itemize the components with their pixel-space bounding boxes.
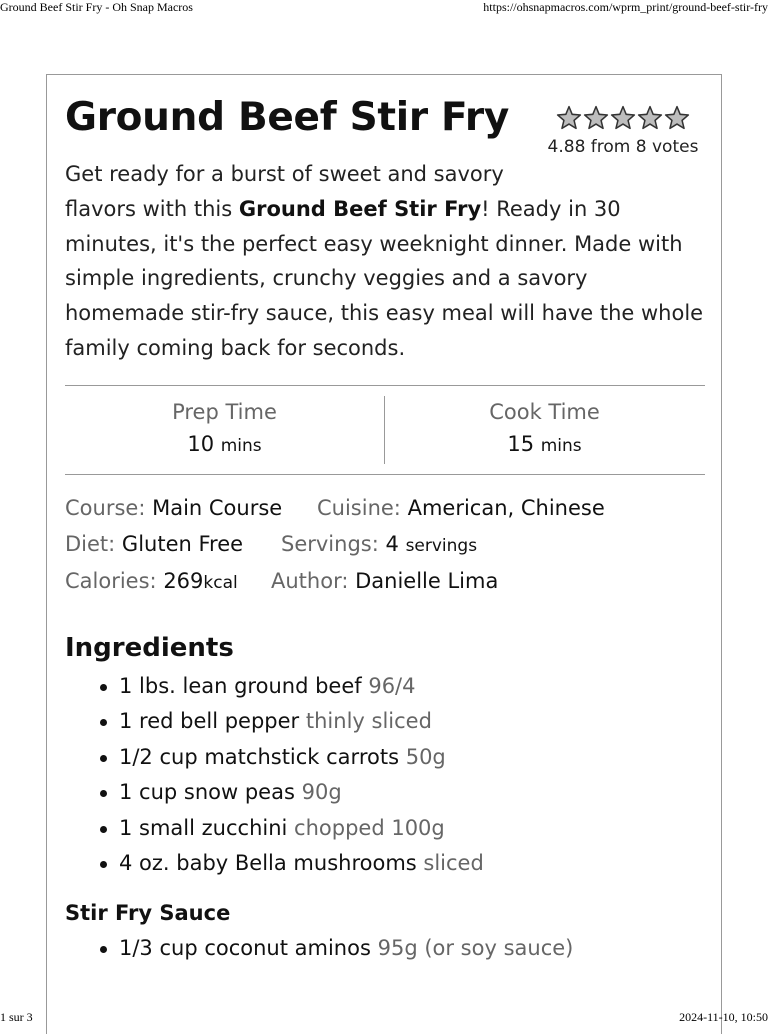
- star-icon[interactable]: [664, 105, 690, 131]
- prep-time-unit: mins: [220, 436, 262, 456]
- diet-label: Diet:: [65, 531, 116, 556]
- ingredients-heading: Ingredients: [65, 633, 234, 663]
- ingredient-note: 90g: [301, 780, 342, 805]
- calories-unit: kcal: [203, 573, 238, 593]
- prep-time-number: 10: [187, 432, 215, 456]
- calories-value: 269: [163, 569, 204, 593]
- prep-time: [65, 386, 384, 474]
- star-icon[interactable]: [610, 105, 636, 131]
- servings-value: 4: [385, 531, 399, 556]
- ingredient-text: 1 red bell pepper: [119, 709, 300, 734]
- ingredient-text: 1 small zucchini: [119, 815, 288, 840]
- ingredient-item: [65, 704, 705, 739]
- prep-time-label: Prep Time: [172, 400, 277, 424]
- calories-label: Calories:: [65, 569, 157, 593]
- star-icon[interactable]: [556, 105, 582, 131]
- meta-row-2: [65, 527, 705, 565]
- recipe-rating: [543, 105, 703, 157]
- recipe-meta: [65, 491, 705, 602]
- sauce-ingredients-list: [65, 931, 705, 966]
- prep-time-value: [65, 432, 384, 456]
- print-footer: [0, 1010, 768, 1024]
- ingredient-item: [65, 740, 705, 775]
- ingredient-text: 1/2 cup matchstick carrots: [119, 744, 400, 769]
- ingredient-item: [65, 775, 705, 810]
- print-timestamp: 2024-11-10, 10:50: [679, 1010, 768, 1024]
- cuisine-value: American, Chinese: [407, 496, 605, 520]
- print-header: [0, 0, 768, 16]
- meta-author: [271, 564, 498, 600]
- ingredient-item: [65, 846, 705, 881]
- rating-stars[interactable]: [543, 105, 703, 131]
- ingredient-text: 1 lbs. lean ground beef: [119, 674, 362, 698]
- diet-value: Gluten Free: [121, 531, 244, 556]
- ingredient-text: 4 oz. baby Bella mushrooms: [119, 851, 417, 876]
- ingredient-text: 1/3 cup coconut aminos: [119, 936, 371, 960]
- cook-time: [385, 386, 704, 474]
- author-value: Danielle Lima: [355, 569, 499, 593]
- course-value: Main Course: [152, 496, 283, 520]
- ingredient-note: 96/4: [368, 674, 416, 698]
- cuisine-label: Cuisine:: [317, 496, 401, 520]
- summary-line-1: Get ready for a burst of sweet and savory: [65, 162, 504, 186]
- servings-unit: servings: [405, 535, 478, 556]
- print-page-title: Ground Beef Stir Fry - Oh Snap Macros: [0, 0, 193, 14]
- recipe-title: Ground Beef Stir Fry: [65, 95, 509, 140]
- ingredient-note: 50g: [405, 744, 446, 769]
- cook-time-label: Cook Time: [489, 400, 600, 424]
- cook-time-number: 15: [507, 432, 535, 456]
- recipe-card: [46, 74, 722, 1034]
- ingredient-text: 1 cup snow peas: [119, 780, 295, 805]
- course-label: Course:: [65, 496, 146, 520]
- ingredient-note: 95g (or soy sauce): [377, 936, 574, 960]
- ingredients-list: [65, 669, 705, 881]
- ingredient-item: [65, 811, 705, 846]
- star-icon[interactable]: [583, 105, 609, 131]
- author-label: Author:: [271, 569, 349, 593]
- sauce-heading: Stir Fry Sauce: [65, 901, 231, 925]
- page-number: 1 sur 3: [0, 1010, 33, 1024]
- cook-time-value: [385, 432, 704, 456]
- summary-text-before: flavors with this: [65, 196, 239, 221]
- meta-calories: [65, 564, 271, 602]
- meta-course: [65, 491, 317, 527]
- meta-row-3: [65, 564, 705, 602]
- meta-row-1: [65, 491, 705, 527]
- cook-time-unit: mins: [540, 436, 582, 456]
- star-icon[interactable]: [637, 105, 663, 131]
- recipe-summary: [65, 157, 705, 366]
- ingredient-item: [65, 669, 705, 704]
- print-url[interactable]: https://ohsnapmacros.com/wprm_print/ground-beef-stir-fry: [483, 0, 768, 14]
- servings-label: Servings:: [281, 531, 379, 556]
- ingredient-note: chopped 100g: [294, 815, 445, 840]
- summary-bold-name: Ground Beef Stir Fry: [238, 196, 482, 221]
- meta-diet: [65, 527, 281, 563]
- summary-text-after: ! Ready in 30 minutes, it's the perfect easy weeknight dinner. Made with simple ingredients, crunchy veggies and a savory homemade stir-fry sauce, this easy meal will have the whole family coming back for seconds.: [65, 196, 704, 360]
- recipe-times: [65, 385, 705, 475]
- meta-cuisine: [317, 491, 605, 527]
- ingredient-note: thinly sliced: [305, 709, 432, 734]
- meta-servings: [281, 527, 477, 565]
- ingredient-note: sliced: [423, 851, 484, 876]
- ingredient-item: [65, 931, 705, 966]
- rating-text: 4.88 from 8 votes: [547, 137, 699, 157]
